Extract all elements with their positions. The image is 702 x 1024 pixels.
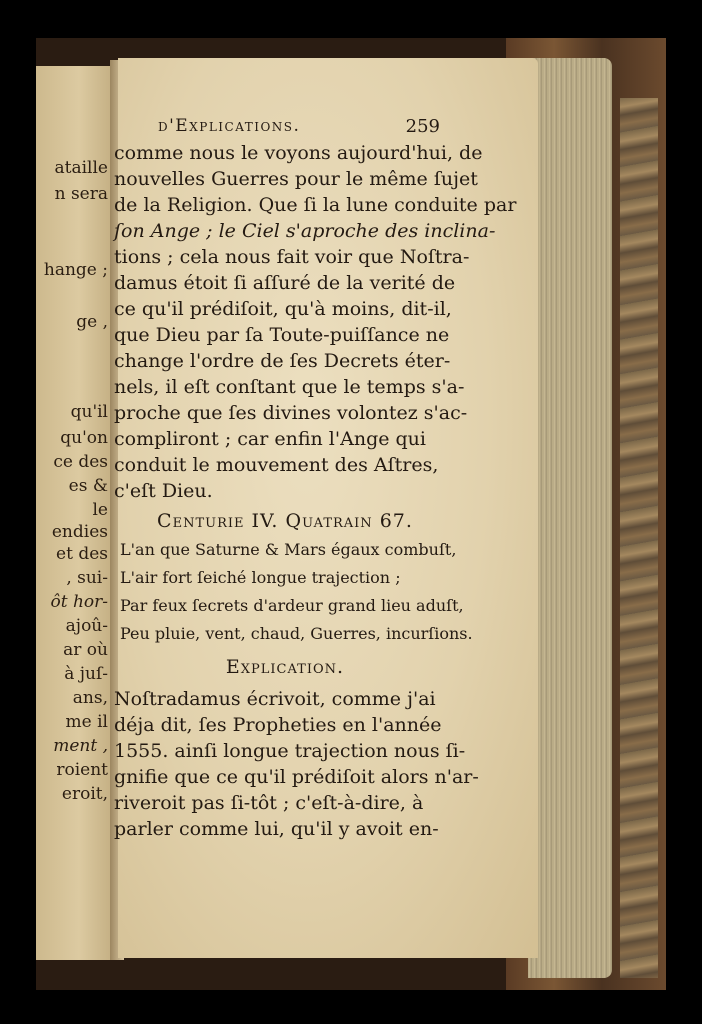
explication-line: Noſtradamus écrivoit, comme j'ai — [114, 688, 436, 710]
body-line: compliront ; car enfin l'Ange qui — [114, 428, 426, 450]
left-page-fragment: , sui- — [66, 568, 108, 588]
left-page-fragment: roient — [56, 760, 108, 780]
explication-line: riveroit pas ſi-tôt ; c'eſt-à-dire, à — [114, 792, 424, 814]
centurie-heading: Centurie IV. Quatrain 67. — [157, 510, 413, 532]
left-page-fragment: ans, — [72, 688, 108, 708]
body-line: ſon Ange ; le Ciel s'aproche des inclina- — [114, 220, 496, 242]
page-edges — [528, 58, 612, 978]
explication-line: gnifie que ce qu'il prédiſoit alors n'ar- — [114, 766, 479, 788]
body-line: ce qu'il prédiſoit, qu'à moins, dit-il, — [114, 298, 452, 320]
explication-line: parler comme lui, qu'il y avoit en- — [114, 818, 439, 840]
quatrain-line: Peu pluie, vent, chaud, Guerres, incurſions. — [120, 624, 473, 643]
left-page-fragment: ment , — [53, 736, 108, 756]
running-head: d'Explications. — [158, 116, 301, 136]
body-line: nels, il eſt conſtant que le temps s'a- — [114, 376, 465, 398]
page-number: 259 — [405, 116, 440, 137]
left-page-fragment: hange ; — [43, 260, 108, 280]
left-page-fragment: qu'il — [70, 402, 108, 422]
body-line: c'eſt Dieu. — [114, 480, 213, 502]
body-line: proche que ſes divines volontez s'ac- — [114, 402, 468, 424]
page-text — [114, 142, 517, 840]
left-page-fragment: n sera — [54, 184, 108, 204]
explication-line: déja dit, ſes Propheties en l'année — [114, 714, 442, 736]
marbled-cover-edge — [620, 98, 658, 978]
body-line: de la Religion. Que ſi la lune conduite par — [114, 194, 517, 216]
left-page-fragment: ge , — [76, 312, 108, 332]
body-line: que Dieu par ſa Toute-puiſſance ne — [114, 324, 450, 346]
explication-heading: Explication. — [225, 656, 345, 678]
body-line: nouvelles Guerres pour le même ſujet — [114, 168, 478, 190]
left-page-fragment: es & — [68, 476, 108, 496]
left-page-fragment: eroit, — [61, 784, 108, 804]
body-line: conduit le mouvement des Aſtres, — [114, 454, 439, 476]
left-page-fragment: endies — [51, 522, 108, 542]
left-page-fragment: ar où — [63, 640, 108, 660]
quatrain-line: L'an que Saturne & Mars égaux combuſt, — [120, 540, 457, 559]
body-line: tions ; cela nous fait voir que Noſtra- — [114, 246, 470, 268]
left-page-fragment: me il — [65, 712, 108, 732]
left-page-fragment: qu'on — [60, 428, 108, 448]
left-page-fragment: à juſ- — [64, 664, 108, 684]
body-line: comme nous le voyons aujourd'hui, de — [114, 142, 483, 164]
body-line: change l'ordre de ſes Decrets éter- — [114, 350, 451, 372]
left-page-fragment: et des — [56, 544, 108, 564]
explication-line: 1555. ainſi longue trajection nous ſi- — [114, 740, 466, 762]
left-page-fragment: ce des — [53, 452, 108, 472]
page-header — [158, 116, 440, 140]
left-page-fragment: ataille — [54, 158, 108, 178]
left-page-fragment: ôt hor- — [50, 592, 108, 612]
left-page-fragment: ajoû- — [65, 616, 108, 636]
quatrain-line: L'air fort ſeiché longue trajection ; — [120, 568, 401, 587]
left-page-fragment: le — [92, 500, 108, 520]
left-page — [36, 66, 114, 960]
body-line: damus étoit ſi aſſuré de la verité de — [114, 272, 456, 294]
quatrain-line: Par feux ſecrets d'ardeur grand lieu aduſt, — [120, 596, 464, 615]
